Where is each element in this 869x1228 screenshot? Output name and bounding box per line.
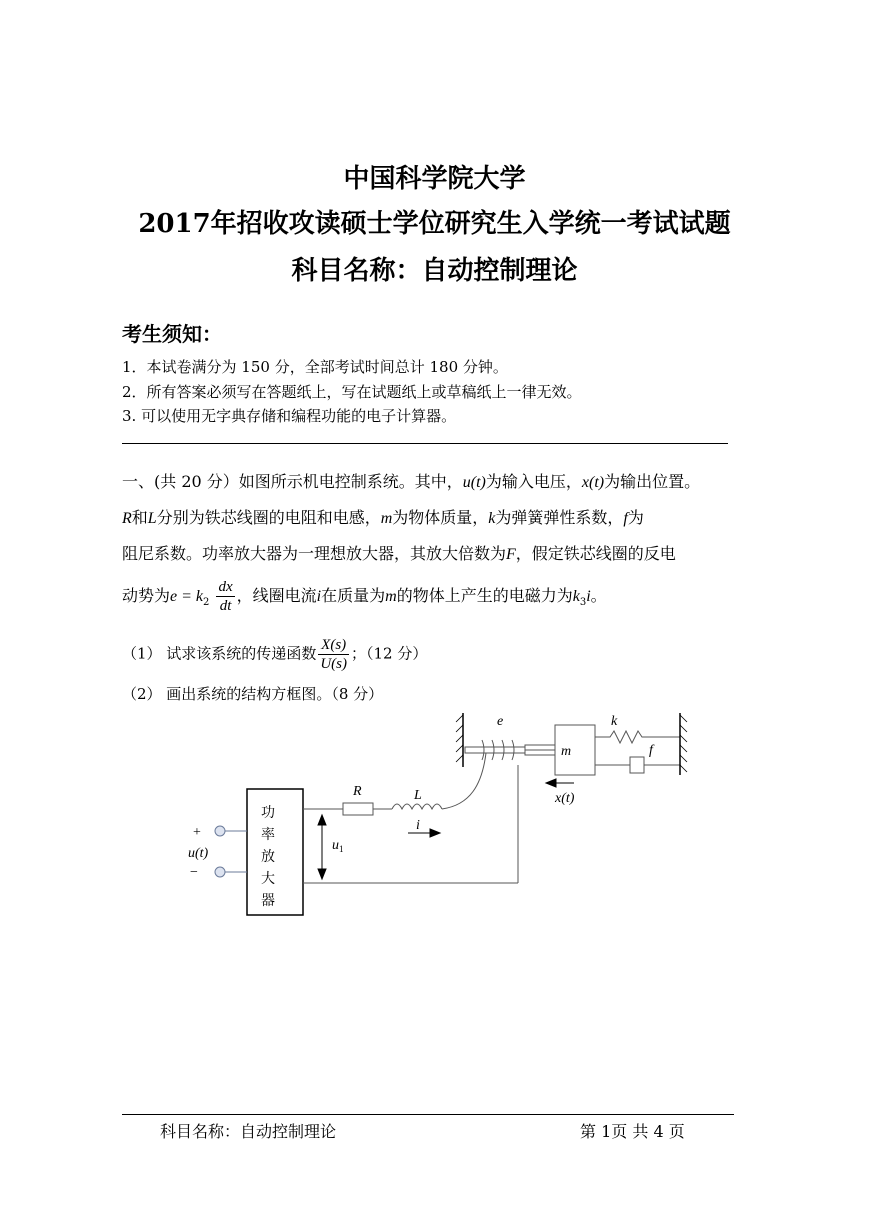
exam-university-title: 中国科学院大学	[343, 164, 526, 194]
label-m: m	[561, 744, 572, 759]
amp-label-5: 器	[261, 894, 275, 909]
amp-label-3: 放	[261, 850, 275, 865]
exam-title: 2017年招收攻读硕士学位研究生入学统一考试试题	[138, 209, 731, 239]
notice-item-1: 1．本试卷满分为 150 分，全部考试时间总计 180 分钟。	[122, 358, 508, 376]
question1-sub1: （1） 试求该系统的传递函数 $\frac{X(s)}{U(s)}$ ；（12 分）	[122, 637, 428, 672]
label-i: i	[416, 818, 420, 833]
damper-f	[630, 757, 644, 773]
label-f: f	[649, 743, 653, 758]
notice-item-2: 2．所有答案必须写在答题纸上，写在试题纸上或草稿纸上一律无效。	[122, 383, 582, 401]
spring-k	[595, 731, 680, 743]
question1-line4: 动势为$e = k_2$ $\frac{dx}{dt}$ ，线圈电流i在质量为m的物体上产生的电磁力为$k_3i$。	[122, 579, 607, 614]
input-terminal-plus	[215, 826, 225, 836]
label-u1: u	[332, 838, 339, 853]
label-R: R	[353, 784, 362, 799]
label-L: L	[414, 788, 422, 803]
input-terminal-minus	[215, 867, 225, 877]
notice-heading: 考生须知：	[122, 322, 222, 346]
question1-line3: 阻尼系数。功率放大器为一理想放大器，其放大倍数为F，假定铁芯线圈的反电	[122, 544, 676, 563]
power-amplifier-box	[247, 789, 303, 915]
label-ut: u(t)	[188, 846, 209, 861]
amp-label-2: 率	[261, 828, 275, 843]
question1-sub2: （2） 画出系统的结构方框图。（8 分）	[122, 685, 384, 703]
label-plus: +	[193, 825, 201, 840]
label-minus: −	[190, 865, 198, 880]
exam-subject-title: 科目名称：自动控制理论	[291, 256, 578, 286]
label-k: k	[611, 714, 618, 729]
inductor-L	[392, 804, 442, 809]
label-e: e	[497, 714, 504, 729]
question1-line2: R和L分别为铁芯线圈的电阻和电感，m为物体质量，k为弹簧弹性系数，f为	[122, 508, 644, 527]
notice-divider	[122, 443, 728, 444]
footer-divider	[122, 1114, 734, 1115]
notice-item-3: 3. 可以使用无字典存储和编程功能的电子计算器。	[122, 407, 457, 425]
question1-line1: 一、(共 20 分）如图所示机电控制系统。其中，u(t)为输入电压，x(t)为输出位置。	[122, 472, 701, 491]
footer-subject: 科目名称：自动控制理论	[160, 1122, 337, 1141]
resistor-R	[343, 803, 373, 815]
electromechanical-diagram	[170, 705, 700, 920]
amp-label-4: 大	[261, 872, 275, 887]
transfer-function-fraction: $\frac{X(s)}{U(s)}$	[320, 637, 347, 672]
amp-label-1: 功	[261, 806, 275, 821]
label-xt: x(t)	[555, 791, 575, 806]
emf-fraction: $\frac{dx}{dt}$	[218, 579, 233, 614]
label-u1-sub: 1	[339, 844, 344, 854]
footer-page-number: 第 1页 共 4 页	[580, 1122, 685, 1141]
